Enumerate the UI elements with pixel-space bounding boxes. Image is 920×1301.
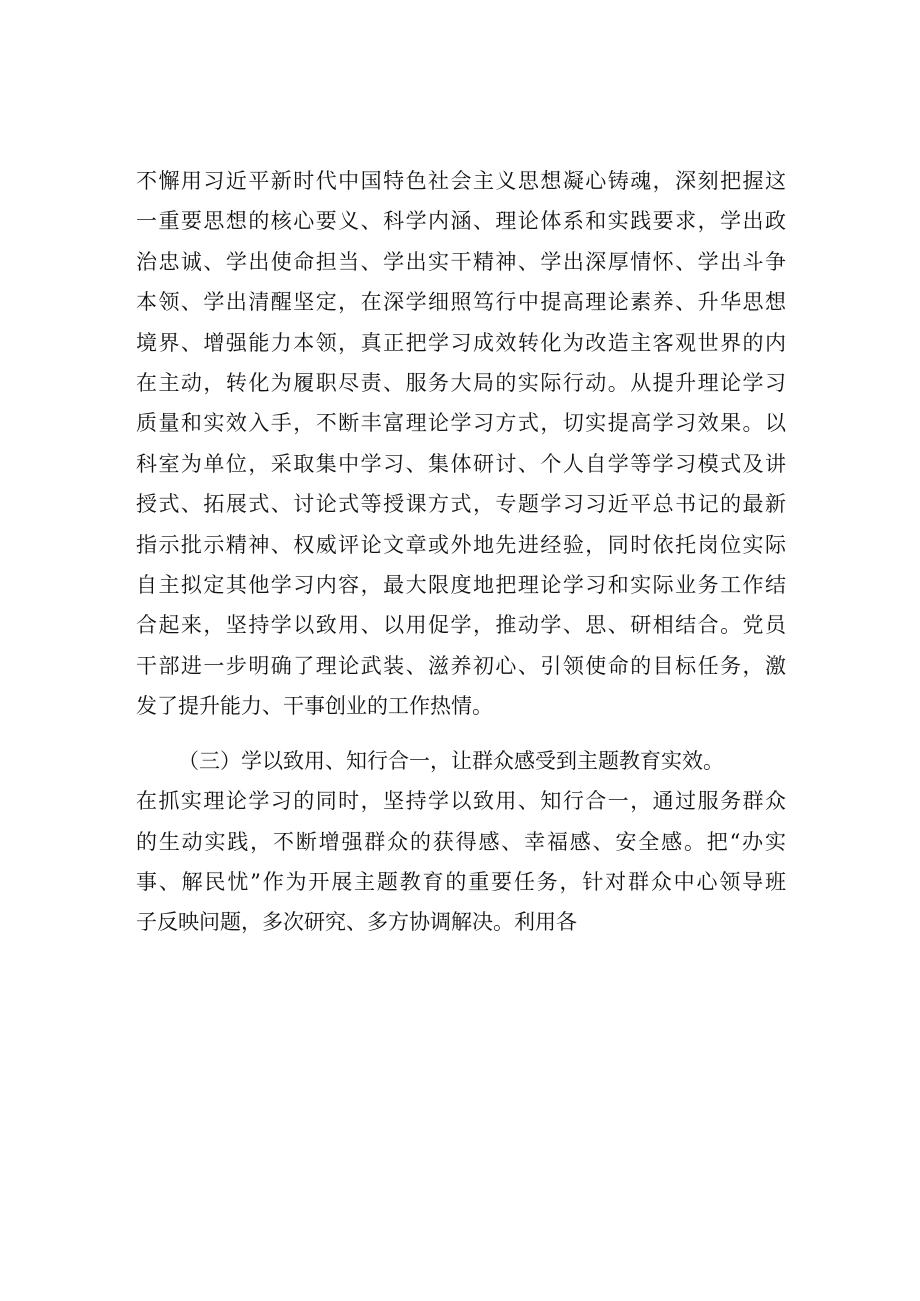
text-line: 自主拟定其他学习内容，最大限度地把理论学习和实际业务工作结 bbox=[136, 573, 786, 598]
document-body bbox=[136, 161, 786, 943]
text-line: 科室为单位，采取集中学习、集体研讨、个人自学等学习模式及讲 bbox=[136, 451, 786, 476]
text-line: 指示批示精神、权威评论文章或外地先进经验，同时依托岗位实际 bbox=[136, 532, 786, 557]
text-line: 合起来，坚持学以致用、以用促学，推动学、思、研相结合。党员 bbox=[136, 613, 786, 638]
text-line: 质量和实效入手，不断丰富理论学习方式，切实提高学习效果。以 bbox=[136, 411, 786, 436]
text-line: 治忠诚、学出使命担当、学出实干精神、学出深厚情怀、学出斗争 bbox=[136, 249, 786, 274]
section-heading-line: （三）学以致用、知行合一，让群众感受到主题教育实效。 bbox=[178, 748, 724, 773]
text-line: 干部进一步明确了理论武装、滋养初心、引领使命的目标任务，激 bbox=[136, 653, 786, 678]
text-line: 境界、增强能力本领，真正把学习成效转化为改造主客观世界的内 bbox=[136, 330, 786, 355]
text-line: 的生动实践，不断增强群众的获得感、幸福感、安全感。把“办实 bbox=[136, 829, 786, 854]
text-line: 在主动，转化为履职尽责、服务大局的实际行动。从提升理论学习 bbox=[136, 371, 786, 396]
text-line: 本领、学出清醒坚定，在深学细照笃行中提高理论素养、升华思想 bbox=[136, 290, 786, 315]
text-line: 发了提升能力、干事创业的工作热情。 bbox=[136, 694, 493, 719]
paragraph-1 bbox=[136, 161, 786, 727]
text-line: 不懈用习近平新时代中国特色社会主义思想凝心铸魂，深刻把握这 bbox=[136, 169, 786, 193]
paragraph-2 bbox=[136, 741, 786, 943]
text-line: 授式、拓展式、讨论式等授课方式，专题学习习近平总书记的最新 bbox=[136, 492, 786, 517]
text-line: 在抓实理论学习的同时，坚持学以致用、知行合一，通过服务群众 bbox=[136, 789, 786, 814]
text-line: 子反映问题，多次研究、多方协调解决。利用各 bbox=[136, 910, 577, 935]
text-line: 一重要思想的核心要义、科学内涵、理论体系和实践要求，学出政 bbox=[136, 209, 786, 234]
text-line: 事、解民忧”作为开展主题教育的重要任务，针对群众中心领导班 bbox=[136, 869, 786, 894]
